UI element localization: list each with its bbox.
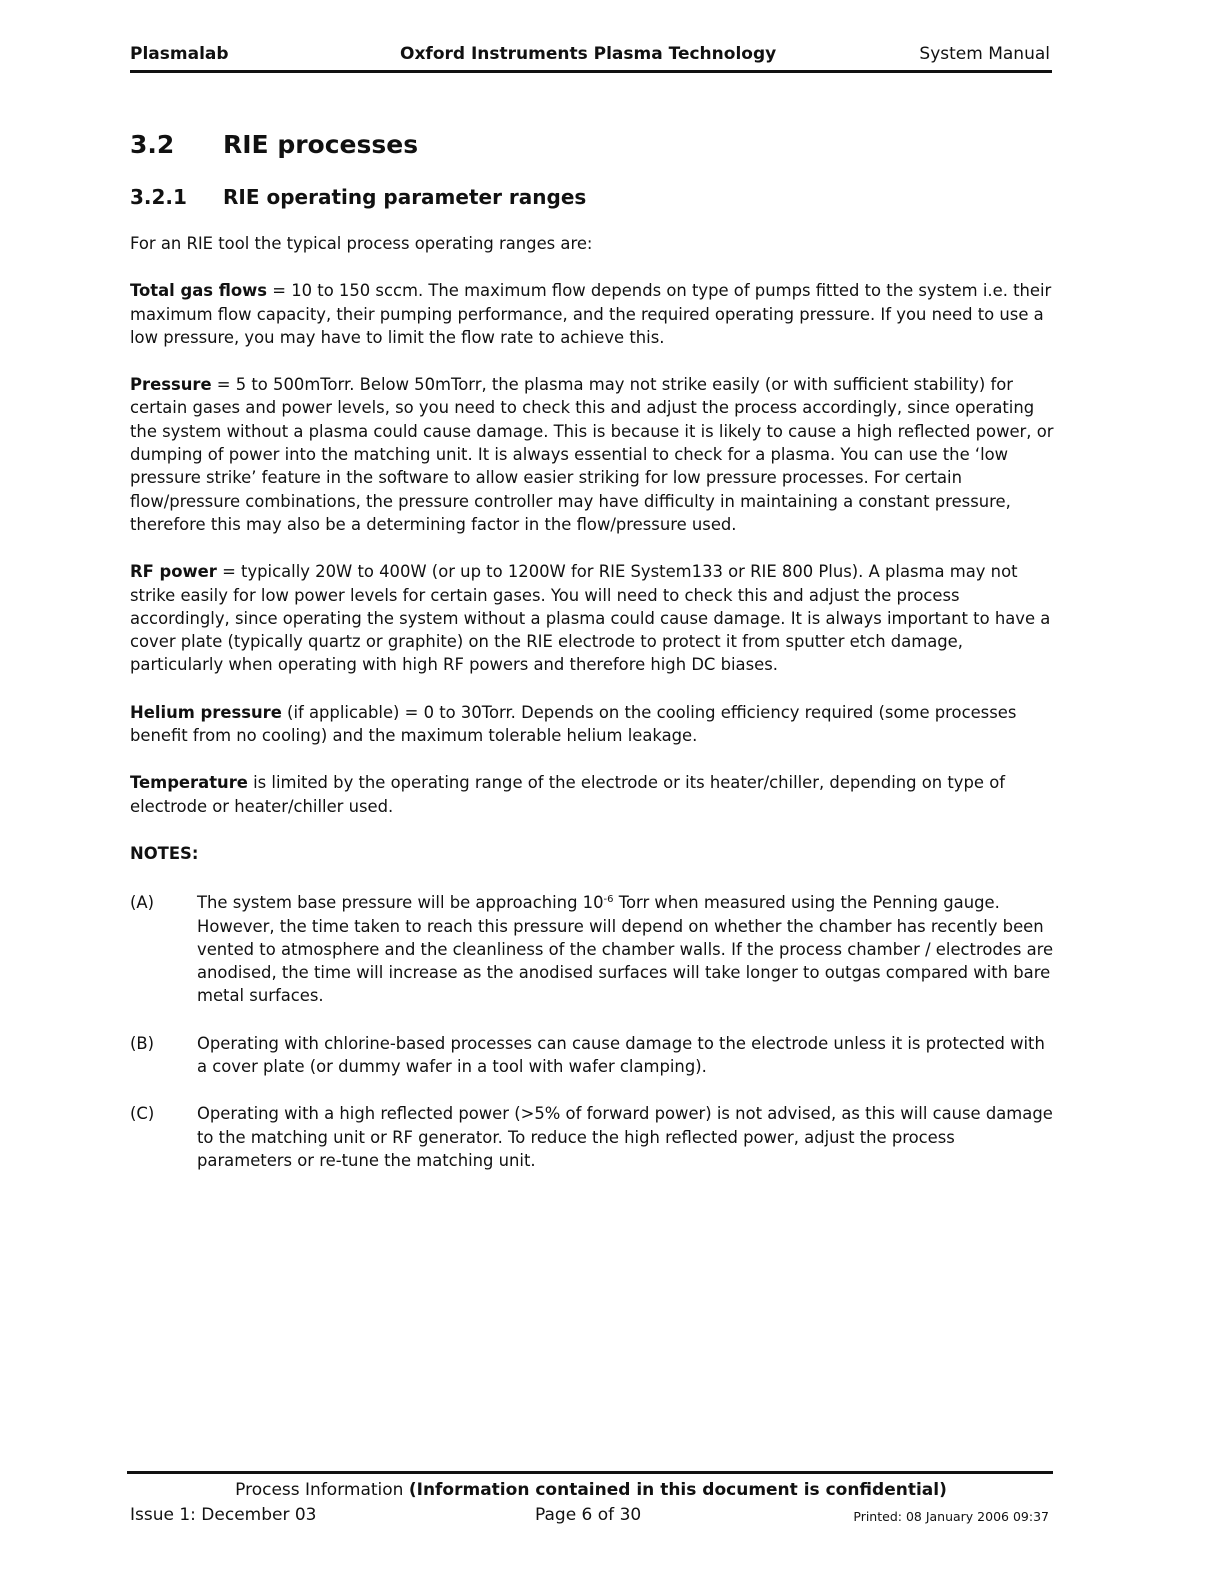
footer-printed-date: Printed: 08 January 2006 09:37 xyxy=(853,1509,1049,1524)
note-item-c xyxy=(130,1102,1055,1172)
intro-paragraph: For an RIE tool the typical process operating ranges are: xyxy=(130,234,593,253)
parameter-term: Temperature xyxy=(130,773,248,793)
header-doc-type: System Manual xyxy=(919,44,1050,64)
footer-section-info xyxy=(130,1480,1052,1500)
parameter-term: Pressure xyxy=(130,375,212,395)
note-item-b xyxy=(130,1032,1055,1079)
note-text: Operating with chlorine-based processes can cause damage to the electrode unless it is protected with a cover plate (or dummy wafer in a tool with wafer clamping). xyxy=(197,1033,1045,1077)
parameter-text: = 5 to 500mTorr. Below 50mTorr, the plasma may not strike easily (or with sufficient stability) for certain gases and power levels, so you need to check this and adjust the process accordingly, since operating the system without a plasma could cause damage. This is because it is likely to cause a high reflected power, or dumping of power into the matching unit. It is always essential to check for a plasma. You can use the ‘low pressure strike’ feature in the software to allow easier striking for low pressure processes. For certain flow/pressure combinations, the pressure controller may have difficulty in maintaining a constant pressure, therefore this may also be a determining factor in the flow/pressure used. xyxy=(130,375,1054,534)
note-label: (B) xyxy=(130,1033,155,1053)
exponent: -6 xyxy=(603,894,614,906)
notes-heading: NOTES: xyxy=(130,843,199,863)
parameter-text: (if applicable) = 0 to 30Torr. Depends on the cooling efficiency required (some processes benefit from no cooling) and the maximum tolerable helium leakage. xyxy=(130,702,1017,746)
note-label: (A) xyxy=(130,893,155,913)
subsection-number: 3.2.1 xyxy=(130,185,187,209)
parameter-helium-pressure xyxy=(130,701,1055,748)
header-company: Oxford Instruments Plasma Technology xyxy=(400,44,777,64)
section-heading xyxy=(130,130,418,159)
parameter-term: Total gas flows xyxy=(130,281,268,301)
parameter-rf-power xyxy=(130,560,1055,676)
page-header xyxy=(130,42,1052,73)
parameter-term: RF power xyxy=(130,562,217,582)
parameter-term: Helium pressure xyxy=(130,702,282,722)
header-product: Plasmalab xyxy=(130,44,229,64)
parameter-text: is limited by the operating range of the electrode or its heater/chiller, depending on type of electrode or heater/chiller used. xyxy=(130,773,1006,816)
note-text: Operating with a high reflected power (>5% of forward power) is not advised, as this will cause damage to the matching unit or RF generator. To reduce the high reflected power, adjust the process parameters or re-tune the matching unit. xyxy=(197,1104,1053,1170)
subsection-title: RIE operating parameter ranges xyxy=(223,185,587,209)
body-content xyxy=(130,232,1055,1196)
parameter-pressure xyxy=(130,373,1055,536)
section-title: RIE processes xyxy=(223,130,419,159)
note-label: (C) xyxy=(130,1104,155,1124)
parameter-temperature xyxy=(130,771,1055,818)
footer-page-number: Page 6 of 30 xyxy=(535,1505,642,1525)
parameter-gas-flows xyxy=(130,279,1055,349)
parameter-text: = typically 20W to 400W (or up to 1200W for RIE System133 or RIE 800 Plus). A plasma may not strike easily for low power levels for certain gases. You will need to check this and adjust the process accordingly, since operating the system without a plasma could cause damage. It is always important to have a cover plate (typically quartz or graphite) on the RIE electrode to protect it from sputter etch damage, particularly when operating with high RF powers and therefore high DC biases. xyxy=(130,562,1051,675)
footer-divider xyxy=(127,1471,1053,1474)
note-item-a xyxy=(130,891,1055,1007)
parameter-text: = 10 to 150 sccm. The maximum flow depends on type of pumps fitted to the system i.e. their maximum flow capacity, their pumping performance, and the required operating pressure. If you need to use a low pressure, you may have to limit the flow rate to achieve this. xyxy=(130,281,1052,347)
section-number: 3.2 xyxy=(130,130,175,159)
subsection-heading xyxy=(130,185,586,209)
footer-confidential: (Information contained in this document is confidential) xyxy=(408,1480,947,1500)
footer-section-name: Process Information xyxy=(235,1480,409,1500)
footer-issue: Issue 1: December 03 xyxy=(130,1505,317,1525)
note-text: The system base pressure will be approaching $10^{-6}$ Torr when measured using the Penning gauge. However, the time taken to reach this pressure will depend on whether the chamber has recently been vented to atmosphere and the cleanliness of the chamber walls. If the process chamber / electrodes are anodised, the time will increase as the anodised surfaces will take longer to outgas compared with bare metal surfaces. xyxy=(197,893,1054,1006)
